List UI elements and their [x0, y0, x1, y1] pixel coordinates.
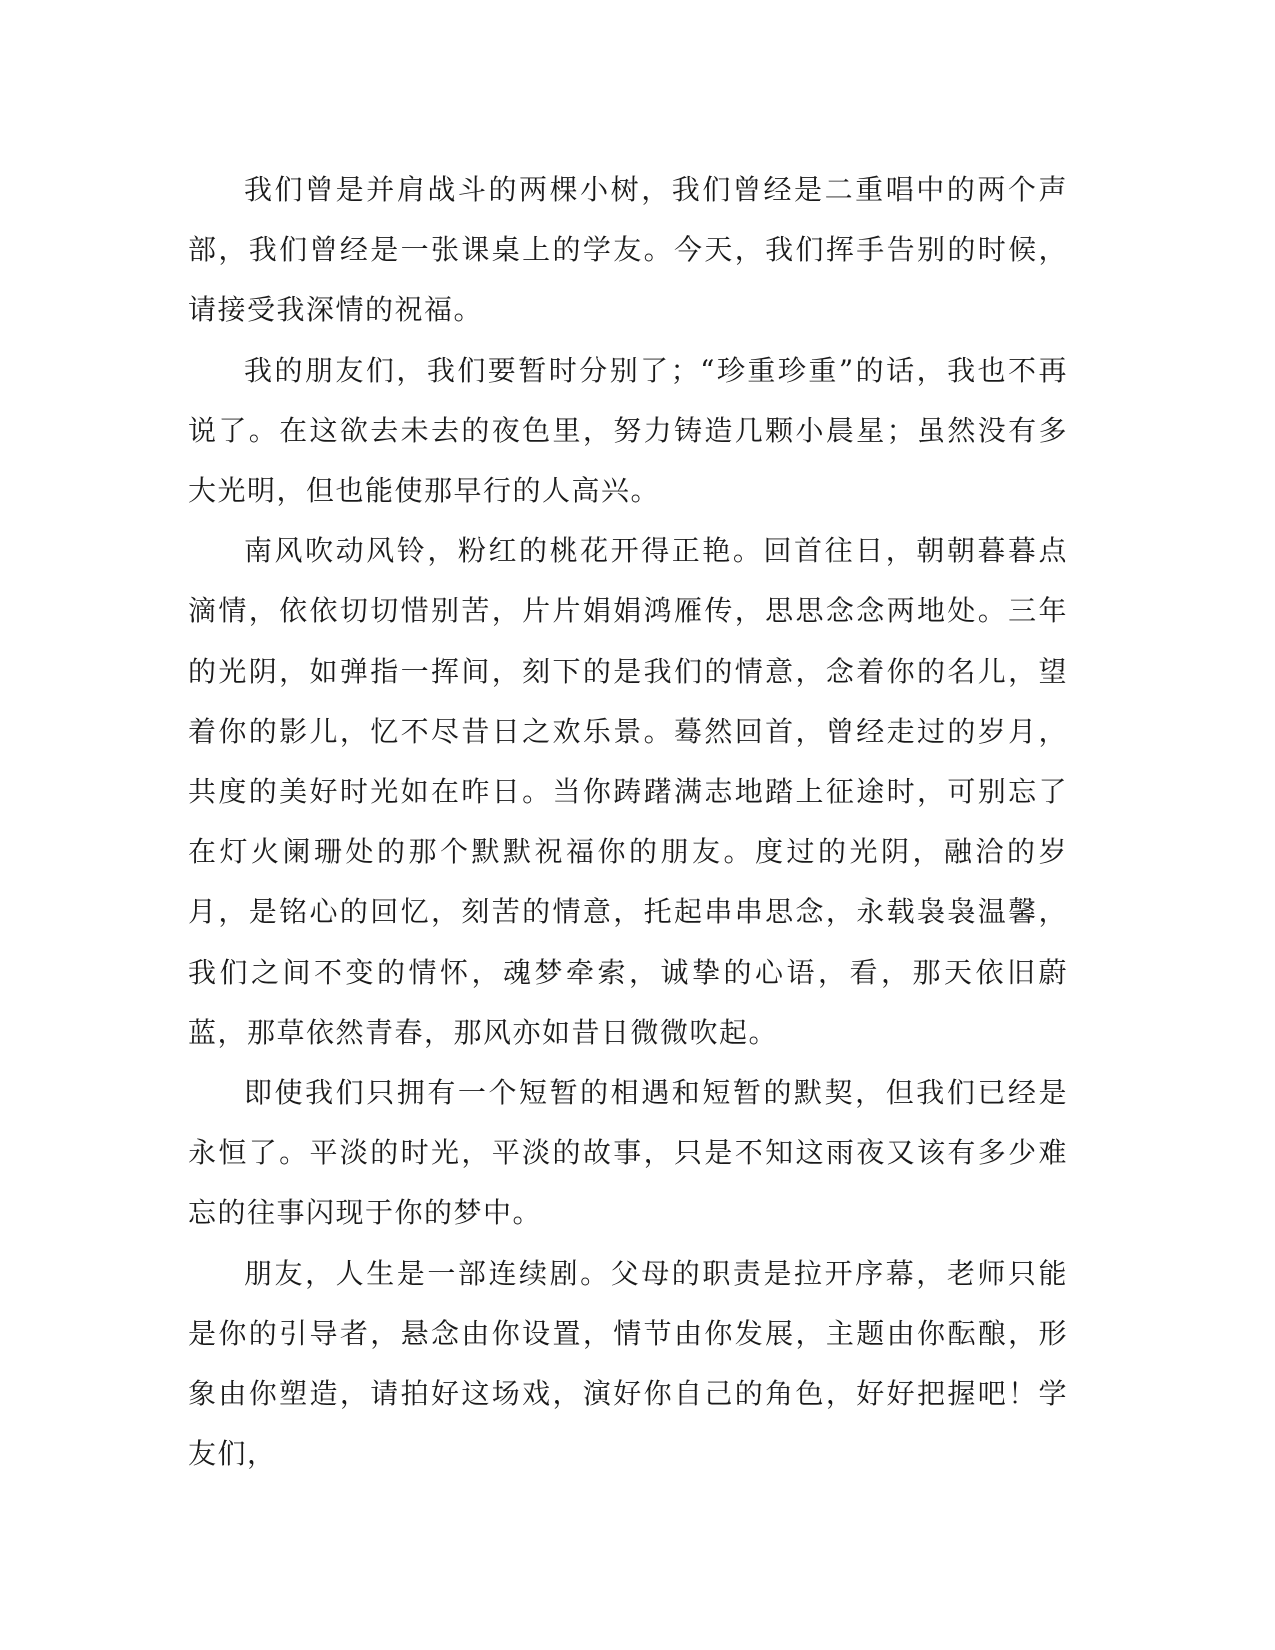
paragraph-2: 我的朋友们，我们要暂时分别了；“珍重珍重”的话，我也不再说了。在这欲去未去的夜色里，努力铸造几颗小晨星；虽然没有多大光明，但也能使那早行的人高兴。: [188, 353, 1068, 508]
paragraph-1: 我们曾是并肩战斗的两棵小树，我们曾经是二重唱中的两个声部，我们曾经是一张课桌上的学友。今天，我们挥手告别的时候，请接受我深情的祝福。: [188, 173, 1068, 327]
paragraph-4: 即使我们只拥有一个短暂的相遇和短暂的默契，但我们已经是永恒了。平淡的时光，平淡的故事，只是不知这雨夜又该有多少难忘的往事闪现于你的梦中。: [188, 1076, 1068, 1230]
paragraph-5: 朋友，人生是一部连续剧。父母的职责是拉开序幕，老师只能是你的引导者，悬念由你设置，情节由你发展，主题由你酝酿，形象由你塑造，请拍好这场戏，演好你自己的角色，好好把握吧！学友们，: [188, 1256, 1068, 1471]
paragraph-3: 南风吹动风铃，粉红的桃花开得正艳。回首往日，朝朝暮暮点滴情，依依切切惜别苦，片片娟娟鸿雁传，思思念念两地处。三年的光阴，如弹指一挥间，刻下的是我们的情意，念着你的名儿，望着你的影儿，忆不尽昔日之欢乐景。蓦然回首，曾经走过的岁月，共度的美好时光如在昨日。当你踌躇满志地踏上征途时，可别忘了在灯火阑珊处的那个默默祝福你的朋友。度过的光阴，融洽的岁月，是铭心的回忆，刻苦的情意，托起串串思念，永载袅袅温馨，我们之间不变的情怀，魂梦牵索，诚挚的心语，看，那天依旧蔚蓝，那草依然青春，那风亦如昔日微微吹起。: [188, 534, 1068, 1049]
document-body: [188, 160, 1068, 1484]
